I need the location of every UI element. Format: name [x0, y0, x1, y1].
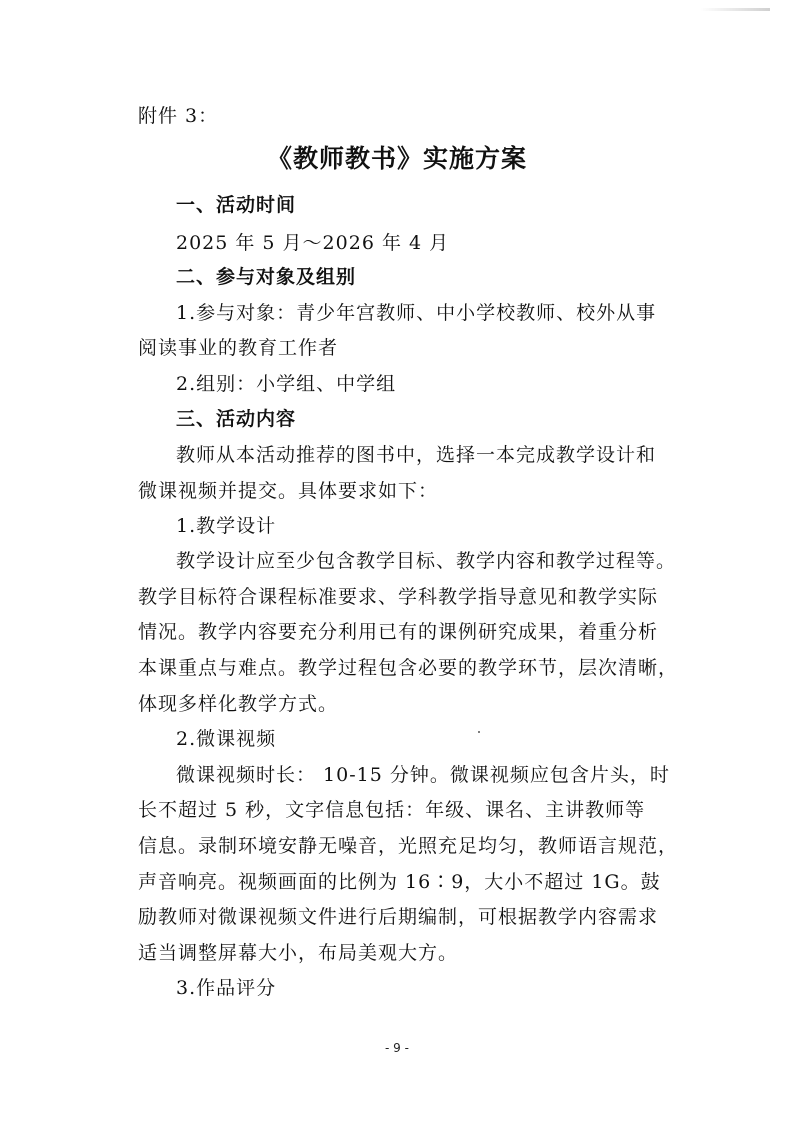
activity-time-text: 2025 年 5 月～2026 年 4 月 — [176, 232, 450, 254]
scan-speck — [478, 731, 480, 733]
content-intro-line-1: 教师从本活动推荐的图书中，选择一本完成教学设计和 — [176, 444, 657, 466]
micro-video-line-3: 信息。录制环境安静无噪音，光照充足均匀，教师语言规范， — [138, 835, 679, 857]
micro-video-line-6: 适当调整屏幕大小，布局美观大方。 — [138, 942, 459, 964]
section-heading-activity-time: 一、活动时间 — [176, 194, 297, 216]
subheading-micro-lesson-video: 2.微课视频 — [176, 728, 277, 750]
subheading-teaching-design: 1.教学设计 — [176, 515, 277, 537]
section-heading-content: 三、活动内容 — [176, 408, 297, 430]
participants-line-2: 阅读事业的教育工作者 — [138, 337, 339, 359]
section-heading-participants: 二、参与对象及组别 — [176, 266, 357, 288]
teaching-design-line-2: 教学目标符合课程标准要求、学科教学指导意见和教学实际 — [138, 586, 659, 608]
groups-text: 2.组别：小学组、中学组 — [176, 373, 397, 395]
attachment-label: 附件 3： — [138, 105, 219, 127]
teaching-design-line-1: 教学设计应至少包含教学目标、教学内容和教学过程等。 — [176, 550, 677, 572]
teaching-design-line-3: 情况。教学内容要充分利用已有的课例研究成果，着重分析 — [138, 621, 659, 643]
micro-video-line-1: 微课视频时长： 10-15 分钟。微课视频应包含片头，时 — [176, 764, 670, 786]
teaching-design-line-4: 本课重点与难点。教学过程包含必要的教学环节，层次清晰， — [138, 657, 679, 679]
page-number: - 9 - — [385, 1041, 409, 1055]
document-title: 《教师教书》实施方案 — [266, 144, 527, 173]
micro-video-line-2: 长不超过 5 秒，文字信息包括：年级、课名、主讲教师等 — [138, 799, 646, 821]
scan-artifact — [700, 8, 770, 11]
micro-video-line-4: 声音响亮。视频画面的比例为 16∶9，大小不超过 1G。鼓 — [138, 871, 661, 893]
teaching-design-line-5: 体现多样化教学方式。 — [138, 693, 339, 715]
participants-line-1: 1.参与对象：青少年宫教师、中小学校教师、校外从事 — [176, 302, 657, 324]
subheading-work-scoring: 3.作品评分 — [176, 977, 277, 999]
content-intro-line-2: 微课视频并提交。具体要求如下： — [138, 480, 439, 502]
micro-video-line-5: 励教师对微课视频文件进行后期编制，可根据教学内容需求 — [138, 906, 659, 928]
